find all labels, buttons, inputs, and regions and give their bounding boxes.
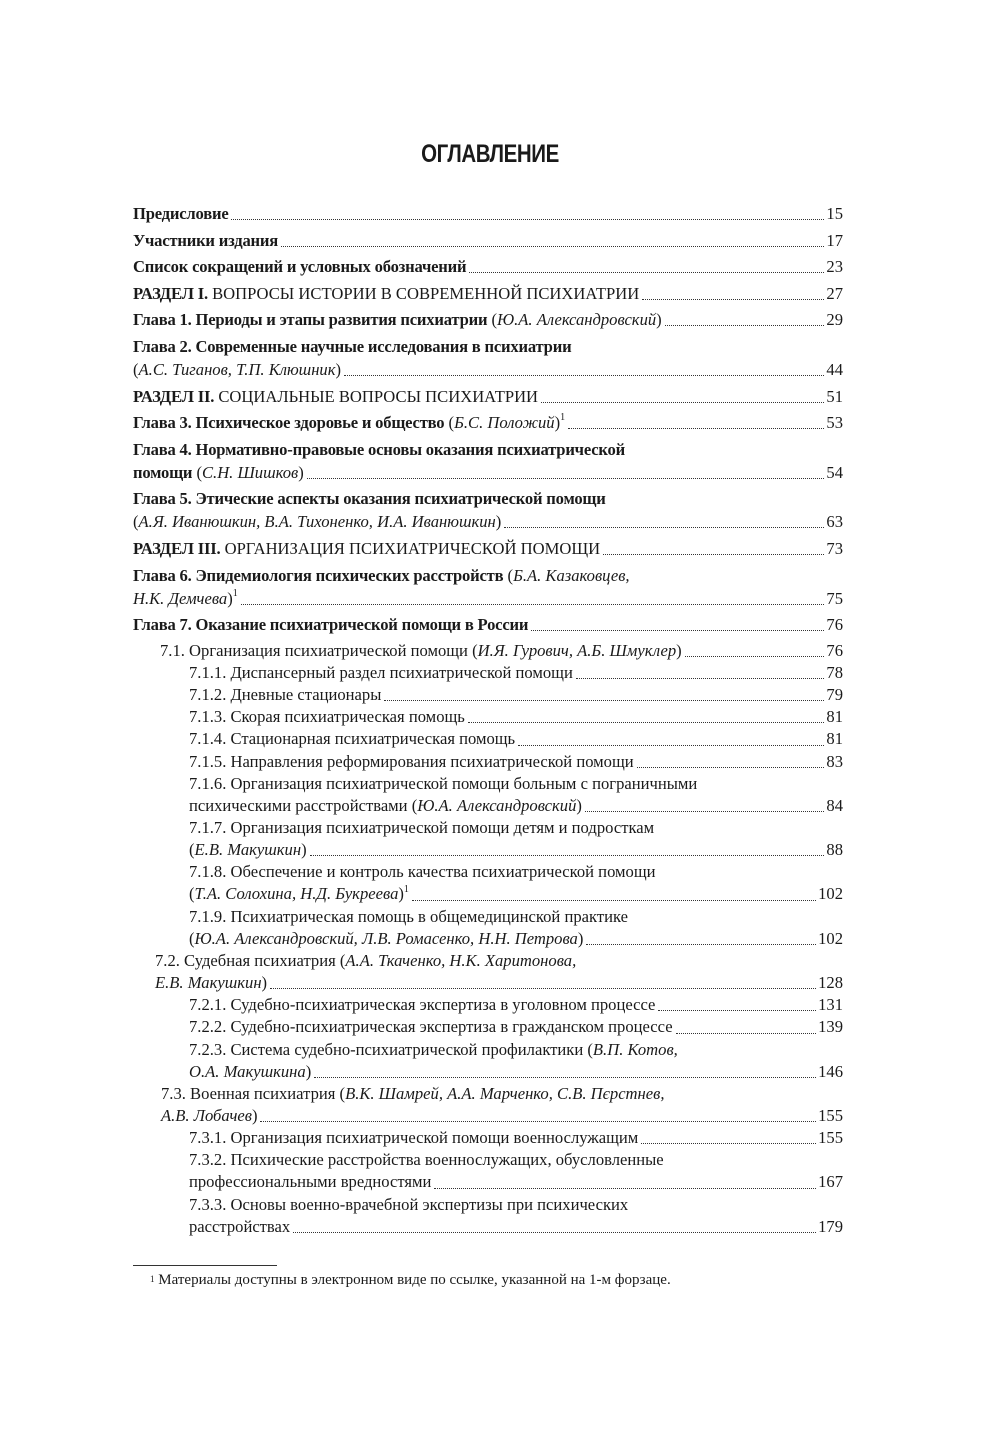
title-text: ( [133, 512, 139, 532]
title-text: ) [577, 928, 584, 948]
toc-entry-line [189, 773, 843, 795]
dot-leader [641, 1143, 816, 1144]
toc-entry-last-line [189, 1216, 843, 1238]
author-names: Е.В. Макушкин [155, 973, 262, 993]
toc-entry-text [189, 1150, 664, 1169]
title-text: ) [261, 973, 268, 993]
dot-leader [637, 767, 825, 768]
toc-entry-text [189, 883, 409, 905]
toc-entry-line [189, 906, 843, 928]
title-text: ) [656, 310, 662, 330]
toc-entry-text [189, 839, 307, 861]
author-names: Т.А. Солохина, Н.Д. Букреева [194, 884, 399, 904]
toc-entry-text [189, 1127, 638, 1149]
toc-entry[interactable] [133, 335, 843, 381]
author-names: А.В. Лобачев [161, 1106, 252, 1125]
title-text: 7.2. Судебная психиатрия ( [155, 950, 346, 970]
footnote-divider [133, 1265, 277, 1266]
dot-leader [469, 272, 824, 273]
title-text: Список сокращений и условных обозначений [133, 257, 467, 277]
page-number: 76 [826, 640, 843, 660]
title-text: ) [301, 840, 307, 860]
toc-entry-last-line [189, 839, 843, 861]
toc-entry[interactable] [133, 1083, 843, 1127]
toc-entry-line [189, 1149, 843, 1171]
page-number: 78 [826, 662, 843, 682]
toc-entry[interactable] [133, 906, 843, 950]
toc-entry-last-line [133, 510, 843, 533]
toc-entry-last-line [189, 728, 843, 750]
toc-entry[interactable] [133, 229, 843, 252]
title-text: РАЗДЕЛ II. [133, 386, 215, 406]
toc-entry[interactable] [133, 411, 843, 434]
title-text: ( [487, 310, 498, 330]
page-number: 179 [818, 1216, 843, 1236]
page-number: 81 [826, 707, 843, 727]
toc-entry-line [189, 861, 843, 883]
page-number: 76 [826, 615, 843, 635]
title-text: 7.3.1. Организация психиатрической помощи военнослужащим [189, 1128, 639, 1148]
toc-entry-text [133, 282, 639, 305]
title-text: ) [495, 512, 502, 532]
toc-entry-last-line [133, 461, 843, 484]
toc-entry[interactable] [133, 308, 843, 331]
toc-entry[interactable] [133, 817, 843, 861]
dot-leader [281, 246, 824, 247]
page-number: 54 [826, 462, 843, 482]
dot-leader [586, 944, 816, 945]
title-text: Глава 4. Нормативно-правовые основы оказания психиатрической [133, 439, 625, 459]
toc-entry-last-line [133, 229, 843, 252]
dot-leader [270, 988, 816, 989]
page-number: 155 [818, 1106, 843, 1125]
toc-entry-last-line [133, 308, 843, 331]
dot-leader [504, 527, 824, 528]
title-text: Глава 7. Оказание психиатрической помощи в России [133, 615, 529, 635]
title-text: ( [189, 884, 195, 904]
dot-leader [307, 478, 825, 479]
toc-entry-text [189, 862, 656, 881]
toc-entry[interactable] [133, 537, 843, 560]
dot-leader [241, 604, 825, 605]
author-names: Е.В. Макушкин [194, 840, 302, 860]
author-names: Ю.А. Александровский [497, 310, 657, 330]
toc-entry-text [133, 613, 528, 636]
author-names: Б.А. Казаковцев, [513, 565, 630, 585]
dot-leader [658, 1010, 816, 1011]
toc-entry[interactable] [133, 282, 843, 305]
toc-entry-last-line [189, 706, 843, 728]
toc-entry-text [189, 1195, 628, 1214]
table-of-contents [133, 202, 843, 1238]
page-number: 102 [818, 884, 843, 904]
toc-entry-text [189, 994, 655, 1016]
toc-entry-text [133, 537, 600, 560]
toc-entry-text [189, 662, 573, 684]
title-text: 7.2.1. Судебно-психиатрическая экспертиза в уголовном процессе [189, 995, 656, 1015]
toc-entry-text [155, 972, 267, 994]
toc-entry[interactable] [133, 662, 843, 684]
author-names: Н.К. Демчева [133, 588, 228, 608]
dot-leader [310, 855, 825, 856]
author-names: С.Н. Шишков [201, 462, 299, 482]
toc-entry[interactable] [133, 751, 843, 773]
toc-entry-line [189, 1194, 843, 1216]
toc-entry-line [161, 1083, 843, 1105]
toc-entry-text [133, 510, 501, 533]
toc-entry-text [133, 489, 606, 508]
title-text: 7.3.2. Психические расстройства военнослужащих, обусловленные [189, 1150, 664, 1170]
page-number: 15 [826, 204, 843, 223]
title-text: ( [189, 840, 195, 860]
dot-leader [434, 1188, 816, 1189]
toc-entry[interactable] [133, 728, 843, 750]
footnote-ref: 1 [232, 587, 238, 599]
title-text: 7.3. Военная психиатрия ( [161, 1083, 346, 1103]
toc-entry-last-line [155, 972, 843, 994]
dot-leader [344, 375, 824, 376]
title-text: ) [576, 795, 582, 815]
title-text: РАЗДЕЛ I. [133, 283, 208, 303]
page-number: 23 [826, 257, 843, 277]
toc-entry[interactable] [133, 438, 843, 484]
footnote-ref: 1 [560, 412, 566, 424]
toc-entry-text [133, 385, 538, 408]
toc-entry-line [133, 564, 843, 587]
toc-entry[interactable] [133, 640, 843, 662]
toc-entry-text [133, 587, 238, 610]
toc-entry[interactable] [133, 1127, 843, 1149]
toc-entry-text [189, 728, 515, 750]
toc-entry[interactable] [133, 950, 843, 994]
toc-entry-text [189, 1016, 673, 1038]
page-number: 83 [826, 751, 843, 771]
author-names: В.К. Шамрей, А.А. Марченко, С.В. Пєрстнев, [345, 1083, 665, 1103]
title-text: 7.1.5. Направления реформирования психиатрической помощи [189, 751, 634, 771]
title-text: 7.1.8. Обеспечение и контроль качества психиатрической помощи [189, 862, 656, 882]
dot-leader [642, 299, 824, 300]
dot-leader [314, 1077, 816, 1078]
page-number: 88 [826, 840, 843, 860]
toc-entry[interactable] [133, 1016, 843, 1038]
toc-entry-text [189, 818, 654, 837]
title-text: помощи [133, 462, 193, 482]
toc-entry-line [155, 950, 843, 972]
toc-entry-last-line [189, 751, 843, 773]
page-number: 63 [826, 512, 843, 532]
title-text: 7.3.3. Основы военно-врачебной экспертизы при психических [189, 1194, 629, 1214]
dot-leader [412, 900, 816, 901]
toc-entry-text [133, 202, 228, 225]
toc-entry[interactable] [133, 1194, 843, 1238]
footnote-mark: 1 [150, 1274, 155, 1284]
title-text: 7.1.2. Дневные стационары [189, 685, 382, 705]
toc-entry[interactable] [133, 994, 843, 1016]
page-number: 75 [826, 588, 843, 608]
toc-entry-line [133, 335, 843, 358]
toc-entry-last-line [189, 1127, 843, 1149]
toc-entry-last-line [161, 1105, 843, 1127]
title-text: СОЦИАЛЬНЫЕ ВОПРОСЫ ПСИХИАТРИИ [214, 386, 539, 406]
toc-entry-last-line [133, 255, 843, 278]
toc-entry-text [189, 774, 697, 793]
toc-entry-last-line [189, 1171, 843, 1193]
toc-entry-text [189, 751, 634, 773]
toc-entry-text [189, 795, 582, 817]
toc-entry-text [189, 1216, 290, 1238]
author-names: О.А. Макушкина [189, 1061, 306, 1081]
toc-entry-last-line [133, 358, 843, 381]
title-text: ( [189, 928, 195, 948]
dot-leader [603, 554, 824, 555]
page-number: 73 [826, 538, 843, 558]
toc-entry-last-line [133, 411, 843, 434]
page-number: 128 [818, 973, 843, 993]
title-text: ) [335, 359, 342, 379]
title-text: ВОПРОСЫ ИСТОРИИ В СОВРЕМЕННОЙ ПСИХИАТРИИ [207, 283, 640, 303]
toc-entry[interactable] [133, 773, 843, 817]
page-number: 155 [818, 1128, 843, 1148]
title-text: 7.1.3. Скорая психиатрическая помощь [189, 707, 465, 727]
toc-entry-last-line [189, 1016, 843, 1038]
toc-entry-last-line [160, 640, 843, 662]
toc-entry-last-line [133, 613, 843, 636]
toc-entry-text [133, 308, 662, 331]
toc-entry-text [133, 461, 304, 484]
toc-entry-text [189, 684, 381, 706]
toc-entry-text [133, 358, 341, 381]
author-names: Б.С. Положий [454, 413, 555, 433]
toc-entry[interactable] [133, 487, 843, 533]
footnote-text: Материалы доступны в электронном виде по ссылке, указанной на 1-м форзаце. [154, 1272, 671, 1288]
title-text: Глава 3. Психическое здоровье и общество [133, 413, 445, 433]
toc-entry[interactable] [133, 1149, 843, 1193]
dot-leader [541, 402, 824, 403]
toc-entry-text [189, 1061, 311, 1083]
author-names: А.Я. Иванюшкин, В.А. Тихоненко, И.А. Иванюшкин [138, 512, 496, 532]
title-text: 7.2.2. Судебно-психиатрическая экспертиза в гражданском процессе [189, 1017, 673, 1037]
page-number: 17 [826, 230, 843, 250]
title-text: 7.1.7. Организация психиатрической помощи детям и подросткам [189, 817, 655, 837]
footnote-ref: 1 [403, 884, 409, 896]
title-text: Глава 6. Эпидемиология психических расстройств [133, 565, 504, 585]
toc-entry-text [189, 1040, 678, 1059]
title-text: психическими расстройствами ( [189, 795, 418, 815]
page-number: 167 [818, 1172, 843, 1192]
toc-entry-text [189, 907, 628, 926]
toc-entry-last-line [189, 662, 843, 684]
author-names: А.С. Тиганов, Т.П. Клюшник [138, 359, 336, 379]
toc-entry-last-line [189, 928, 843, 950]
toc-entry[interactable] [133, 861, 843, 905]
toc-entry-last-line [189, 1061, 843, 1083]
title-text: 7.1.4. Стационарная психиатрическая помощь [189, 729, 516, 749]
page-number: 27 [826, 283, 843, 303]
page-number: 81 [826, 729, 843, 749]
dot-leader [231, 219, 824, 220]
toc-entry-line [133, 487, 843, 510]
page-number: 146 [818, 1061, 843, 1081]
author-names: Ю.А. Александровский [417, 795, 577, 815]
page-number: 44 [826, 359, 843, 379]
title-text: Глава 5. Этические аспекты оказания психиатрической помощи [133, 489, 606, 509]
toc-entry-line [189, 817, 843, 839]
title-text: 7.1. Организация психиатрической помощи ( [160, 640, 478, 660]
title-text: ( [503, 565, 514, 585]
dot-leader [676, 1033, 817, 1034]
toc-entry-text [133, 566, 630, 585]
toc-entry-line [133, 438, 843, 461]
toc-entry-last-line [133, 587, 843, 610]
page-title: ОГЛАВЛЕНИЕ [421, 140, 559, 168]
page-number: 131 [818, 995, 843, 1015]
toc-entry-last-line [189, 994, 843, 1016]
dot-leader [568, 428, 824, 429]
title-text: РАЗДЕЛ III. [133, 538, 221, 558]
title-text: 7.1.1. Диспансерный раздел психиатрической помощи [189, 662, 573, 682]
dot-leader [685, 656, 825, 657]
toc-entry-text [160, 640, 682, 662]
footnote [150, 1272, 671, 1289]
toc-entry[interactable] [133, 255, 843, 278]
dot-leader [260, 1121, 816, 1122]
dot-leader [518, 745, 824, 746]
title-text: Предисловие [133, 204, 229, 223]
title-text: 7.1.6. Организация психиатрической помощи больным с пограничными [189, 773, 698, 793]
title-text: ( [133, 359, 139, 379]
toc-entry-last-line [133, 385, 843, 408]
title-text: ОРГАНИЗАЦИЯ ПСИХИАТРИЧЕСКОЙ ПОМОЩИ [220, 538, 601, 558]
dot-leader [585, 811, 824, 812]
dot-leader [576, 678, 825, 679]
title-text: ) [676, 640, 682, 660]
title-text: 7.1.9. Психиатрическая помощь в общемедицинской практике [189, 906, 628, 926]
toc-entry[interactable] [133, 385, 843, 408]
title-text: ) [554, 413, 561, 433]
toc-entry-text [189, 1171, 431, 1193]
title-text: ) [298, 462, 304, 482]
toc-entry-text [189, 706, 465, 728]
title-text: ) [251, 1106, 258, 1125]
dot-leader [468, 722, 825, 723]
page-number: 53 [826, 413, 843, 433]
title-text: профессиональными вредностями [189, 1172, 432, 1192]
title-text: расстройствах [189, 1216, 291, 1236]
toc-entry-text [133, 229, 278, 252]
author-names: В.П. Котов, [592, 1039, 678, 1059]
toc-entry-last-line [189, 795, 843, 817]
title-text: ) [305, 1061, 312, 1081]
toc-entry[interactable] [133, 706, 843, 728]
toc-entry-text [133, 411, 565, 434]
dot-leader [531, 630, 824, 631]
toc-entry-last-line [133, 537, 843, 560]
toc-entry-last-line [133, 282, 843, 305]
title-text: 7.2.3. Система судебно-психиатрической профилактики ( [189, 1039, 593, 1059]
page-number: 84 [826, 795, 843, 815]
toc-entry-text [133, 440, 625, 459]
toc-entry-text [189, 928, 583, 950]
toc-entry-text [155, 951, 576, 970]
toc-entry-text [133, 255, 466, 278]
title-text: ) [398, 884, 404, 904]
title-text: ( [192, 462, 202, 482]
title-text: Глава 2. Современные научные исследования в психиатрии [133, 336, 572, 356]
title-text: ) [227, 588, 233, 608]
page-number: 51 [826, 386, 843, 406]
author-names: И.Я. Гурович, А.Б. Шмуклер [477, 640, 677, 660]
toc-entry[interactable] [133, 684, 843, 706]
toc-entry[interactable] [133, 202, 843, 225]
toc-entry[interactable] [133, 564, 843, 610]
page-number: 29 [826, 310, 843, 330]
dot-leader [665, 325, 825, 326]
toc-entry-text [161, 1084, 665, 1103]
title-text: Глава 1. Периоды и этапы развития психиатрии [133, 310, 488, 330]
title-text: ( [444, 413, 455, 433]
toc-entry[interactable] [133, 1039, 843, 1083]
toc-entry-text [161, 1105, 257, 1127]
toc-entry-line [189, 1039, 843, 1061]
toc-entry-last-line [189, 684, 843, 706]
author-names: Ю.А. Александровский, Л.В. Ромасенко, Н.Н. Петрова [194, 928, 578, 948]
page-number: 79 [826, 685, 843, 705]
author-names: А.А. Ткаченко, Н.К. Харитонова, [345, 950, 577, 970]
toc-entry[interactable] [133, 613, 843, 636]
dot-leader [384, 700, 824, 701]
page-number: 102 [818, 928, 843, 948]
title-text: Участники издания [133, 230, 279, 250]
page-number: 139 [818, 1017, 843, 1037]
toc-entry-text [133, 337, 571, 356]
dot-leader [293, 1232, 816, 1233]
toc-entry-last-line [133, 202, 843, 225]
toc-entry-last-line [189, 883, 843, 905]
